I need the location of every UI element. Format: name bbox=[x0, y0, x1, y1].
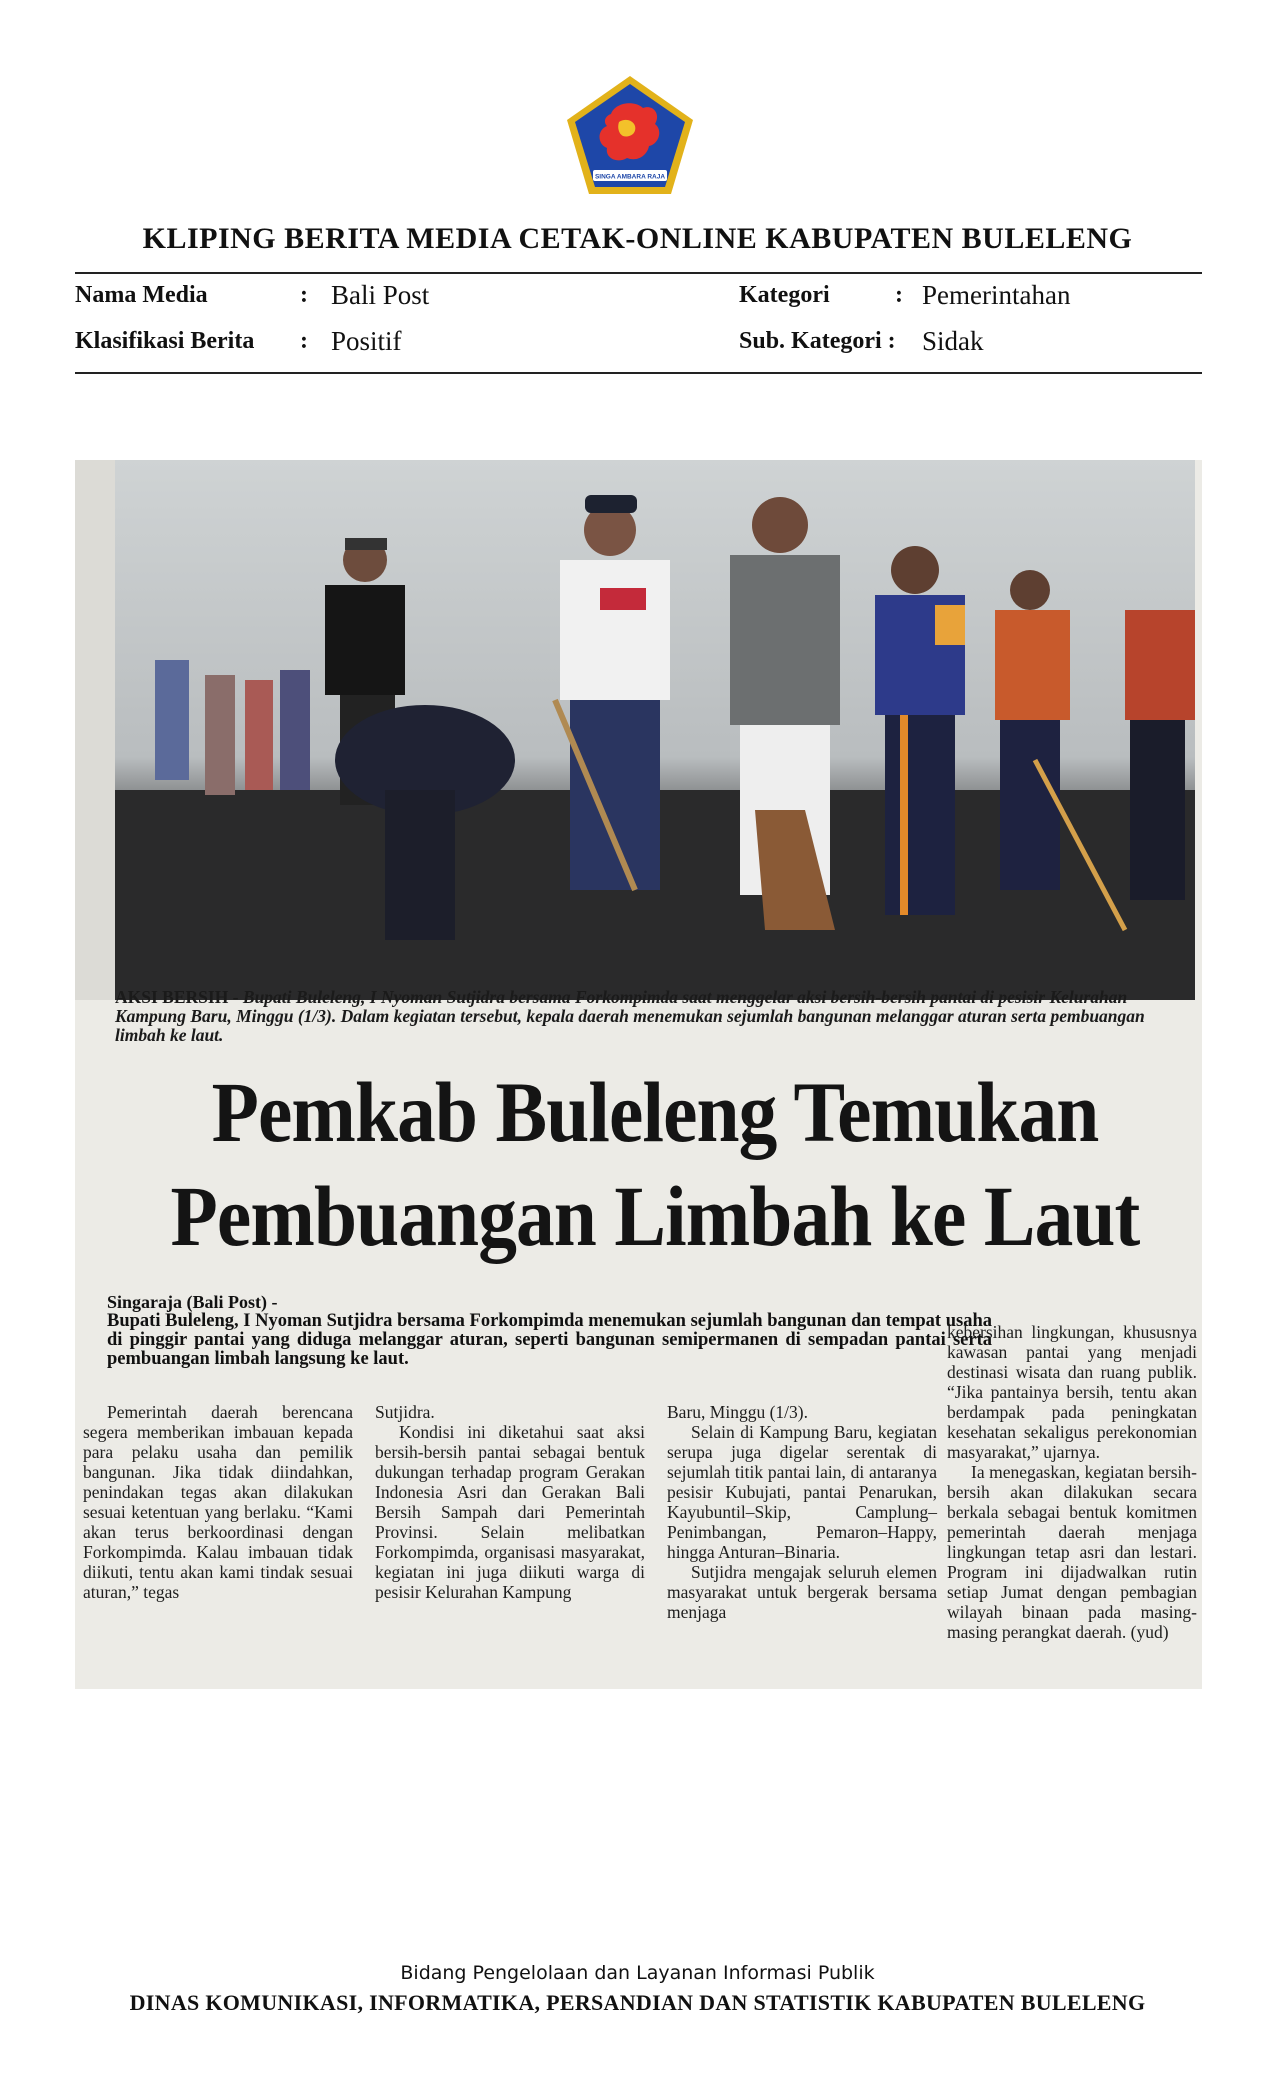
sub-kategori-label: Sub. Kategori : bbox=[739, 328, 896, 354]
article-column-4 bbox=[947, 1322, 1197, 1642]
col4-paragraph-2: Ia menegaskan, kegiatan bersih-bersih akan dilakukan secara berkala sebagai bentuk komitmen pemerintah daerah menjaga lingkungan tetap asri dan lestari. Program ini dijadwalkan rutin setiap Jumat dengan pembagian wilayah binaan pada masing-masing perangkat daerah. (yud) bbox=[947, 1462, 1197, 1642]
col3-paragraph-2: Selain di Kampung Baru, kegiatan serupa juga digelar serentak di sejumlah titik pantai lain, di antaranya pesisir Kubujati, pantai Penarukan, Kayubuntil–Skip, Camplung–Penimbangan, Pemaron–Happy, hingga Anturan–Binaria. bbox=[667, 1422, 937, 1562]
kategori-label: Kategori bbox=[739, 282, 830, 308]
klasifikasi-label: Klasifikasi Berita bbox=[75, 328, 255, 354]
footer-title: DINAS KOMUNIKASI, INFORMATIKA, PERSANDIAN DAN STATISTIK KABUPATEN BULELENG bbox=[129, 1990, 1146, 2015]
caption-text: Bupati Buleleng, I Nyoman Sutjidra bersama Forkompimda saat menggelar aksi bersih-bersih pantai di pesisir Kelurahan Kampung Baru, Minggu (1/3). Dalam kegiatan tersebut, kepala daerah menemukan sejumlah bangunan melanggar aturan serta pembuangan limbah ke laut. bbox=[115, 987, 1145, 1045]
col3-paragraph-3: Sutjidra mengajak seluruh elemen masyarakat untuk bergerak bersama menjaga bbox=[667, 1562, 937, 1622]
col1-paragraph-1: Pemerintah daerah berencana segera memberikan imbauan kepada para pelaku usaha dan pemilik bangunan. Jika tidak diindahkan, penindakan tegas akan dilakukan sesuai ketentuan yang berlaku. “Kami akan terus berkoordinasi dengan Forkompimda. Kalau imbauan tidak diikuti, tentu akan kami tindak sesuai aturan,” tegas bbox=[83, 1402, 353, 1602]
emblem-motto: SINGA AMBARA RAJA bbox=[594, 173, 666, 181]
page-title: KLIPING BERITA MEDIA CETAK-ONLINE KABUPATEN BULELENG bbox=[142, 222, 1133, 255]
caption-lead: AKSI BERSIH - bbox=[115, 987, 239, 1007]
photo-caption bbox=[115, 988, 1195, 1045]
sub-kategori-value: Sidak bbox=[922, 326, 984, 356]
col4-paragraph-1: kebersihan lingkungan, khususnya kawasan pantai yang menjadi destinasi wisata dan ruang publik. “Jika pantainya bersih, tentu akan berdampak pada peningkatan kesehatan sekaligus perekonomian masyarakat,” ujarnya. bbox=[947, 1322, 1197, 1462]
headline-line-1: Pemkab Buleleng Temukan bbox=[211, 1064, 1099, 1160]
col3-paragraph-1: Baru, Minggu (1/3). bbox=[667, 1402, 808, 1422]
photo-crowd-left bbox=[155, 660, 310, 795]
news-photo bbox=[115, 460, 1195, 1000]
nama-media-colon: : bbox=[300, 282, 308, 308]
photo-figure-grey-shirt bbox=[730, 497, 840, 930]
nama-media-value: Bali Post bbox=[331, 280, 430, 310]
photo-figure-right-edge bbox=[1125, 610, 1195, 900]
article-headline bbox=[169, 1060, 1141, 1268]
kategori-colon: : bbox=[895, 282, 903, 308]
photo-figure-white-shirt bbox=[555, 495, 670, 890]
headline-line-2: Pembuangan Limbah ke Laut bbox=[170, 1168, 1140, 1264]
article-lede: Bupati Buleleng, I Nyoman Sutjidra bersama Forkompimda menemukan sejumlah bangunan dan tempat usaha di pinggir pantai yang diduga melanggar aturan, seperti bangunan semipermanen di sempadan pantai serta pembuangan limbah langsung ke laut. bbox=[107, 1311, 992, 1369]
nama-media-label: Nama Media bbox=[75, 282, 208, 308]
article-column-1 bbox=[83, 1402, 353, 1602]
header-divider-bottom bbox=[75, 372, 1202, 374]
article-column-3 bbox=[667, 1402, 937, 1622]
klasifikasi-colon: : bbox=[300, 328, 308, 354]
news-photo-illustration bbox=[115, 460, 1195, 1000]
footer-subtitle: Bidang Pengelolaan dan Layanan Informasi Publik bbox=[400, 1962, 875, 1984]
photo-margin bbox=[75, 460, 115, 1000]
klasifikasi-value: Positif bbox=[331, 326, 402, 356]
col2-paragraph-2: Kondisi ini diketahui saat aksi bersih-bersih pantai sebagai bentuk dukungan terhadap program Gerakan Indonesia Asri dan Gerakan Bali Bersih Sampah dari Pemerintah Provinsi. Selain melibatkan Forkompimda, organisasi masyarakat, kegiatan ini juga diikuti warga di pesisir Kelurahan Kampung bbox=[375, 1422, 645, 1602]
article-dateline: Singaraja (Bali Post) - bbox=[107, 1292, 278, 1312]
kategori-value: Pemerintahan bbox=[922, 280, 1071, 310]
col2-paragraph-1: Sutjidra. bbox=[375, 1402, 435, 1422]
article-column-2 bbox=[375, 1402, 645, 1602]
header-divider-top bbox=[75, 272, 1202, 274]
newspaper-clipping bbox=[75, 460, 1202, 1689]
photo-figure-uniform bbox=[875, 546, 965, 915]
kabupaten-buleleng-emblem-icon bbox=[563, 74, 697, 198]
